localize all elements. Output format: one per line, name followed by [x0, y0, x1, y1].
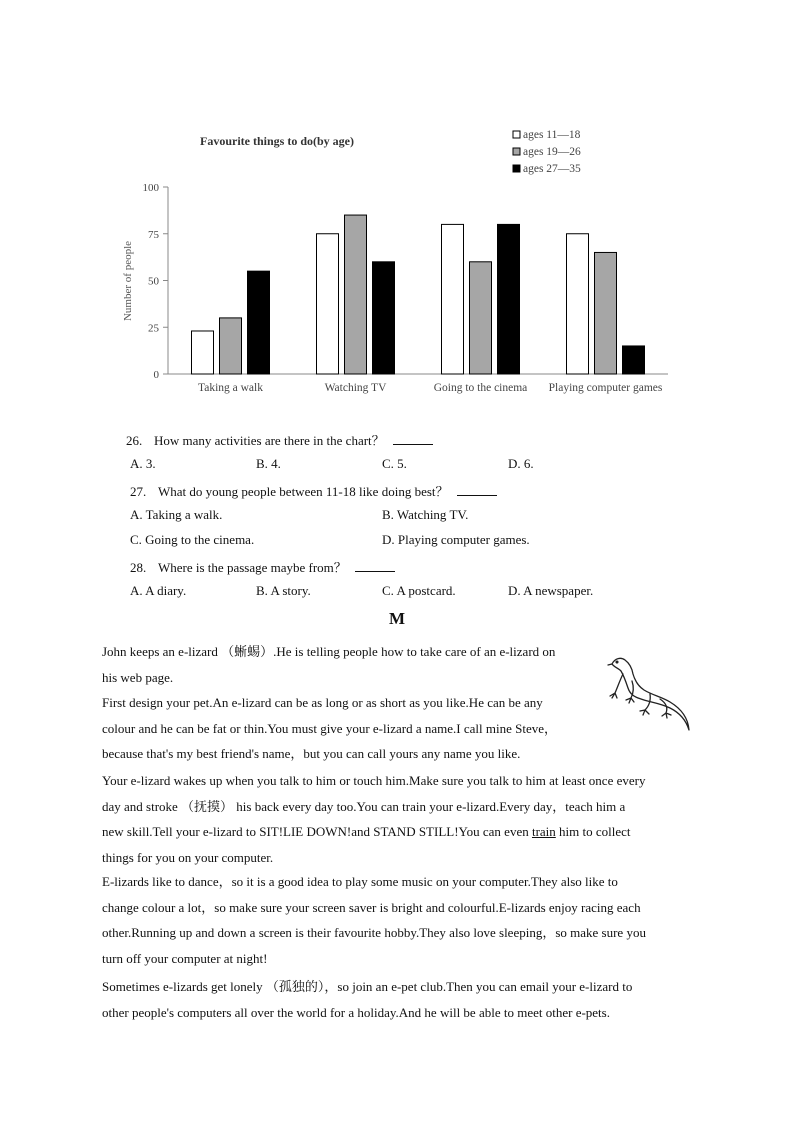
passage-line: things for you on your computer. — [102, 849, 274, 865]
legend-swatch — [513, 148, 520, 155]
option-b: B. A story. — [256, 583, 311, 598]
question-number: 26. — [126, 433, 143, 448]
bar — [345, 215, 367, 374]
passage-line: turn off your computer at night! — [102, 950, 268, 966]
passage-line: day and stroke （抚摸） his back every day too.You can train your e-lizard.Every day，teach him a — [102, 798, 626, 814]
lizard-illustration — [604, 650, 694, 736]
passage-line: change colour a lot，so make sure your screen saver is bright and colourful.E-lizards enjoy racing each — [102, 899, 641, 915]
y-tick-label: 25 — [148, 322, 159, 335]
passage-line: because that's my best friend's name，but you can call yours any name you like. — [102, 746, 521, 762]
option-a: A. 3. — [130, 456, 156, 471]
question-28 — [130, 557, 395, 576]
option-b: B. Watching TV. — [382, 507, 469, 522]
chart-bars — [192, 215, 645, 374]
option-a: A. Taking a walk. — [130, 507, 223, 522]
passage-paragraph-1 — [102, 639, 555, 690]
passage-line: other.Running up and down a screen is their favourite hobby.They also love sleeping，so make sure you — [102, 925, 646, 941]
option-c: C. A postcard. — [382, 583, 456, 598]
passage-paragraph-5 — [102, 974, 632, 1025]
bar — [567, 234, 589, 374]
passage-line: E-lizards like to dance，so it is a good idea to play some music on your computer.They also like to — [102, 874, 618, 889]
chart-title: Favourite things to do(by age) — [200, 134, 354, 148]
question-text: What do young people between 11-18 like doing best？ — [158, 484, 449, 499]
bar — [317, 234, 339, 374]
legend-label: ages 11—18 — [523, 129, 581, 141]
bar — [595, 252, 617, 374]
legend-label: ages 19—26 — [523, 146, 581, 158]
question-number: 28. — [130, 560, 147, 575]
option-d: D. A newspaper. — [508, 583, 594, 598]
passage-text: him to collect — [555, 824, 631, 840]
passage-paragraph-2 — [102, 690, 557, 767]
x-tick-label: Playing computer games — [548, 382, 663, 394]
legend-swatch — [513, 165, 520, 172]
question-26 — [126, 430, 433, 449]
question-27 — [130, 481, 497, 500]
answer-blank[interactable] — [355, 559, 395, 572]
option-c: C. 5. — [382, 456, 407, 471]
y-tick-label: 0 — [153, 369, 159, 381]
section-heading: M — [388, 609, 406, 628]
y-tick-label: 100 — [142, 182, 159, 194]
bar — [498, 224, 520, 374]
option-b: B. 4. — [256, 456, 281, 471]
bar — [470, 262, 492, 374]
passage-line: First design your pet.An e-lizard can be as long or as short as you like.He can be any — [102, 695, 543, 710]
passage-line: Sometimes e-lizards get lonely （孤独的），so join an e-pet club.Then you can email your e-lizard to — [102, 979, 633, 994]
bar — [248, 271, 270, 374]
answer-blank[interactable] — [457, 483, 497, 496]
passage-line: his web page. — [102, 669, 174, 685]
y-tick-label: 75 — [148, 228, 159, 241]
passage-text: new skill.Tell your e-lizard to SIT!LIE DOWN!and STAND STILL!You can even — [102, 824, 532, 840]
option-d: D. 6. — [508, 456, 534, 471]
legend-label: ages 27—35 — [523, 163, 581, 175]
passage-line: Your e-lizard wakes up when you talk to him or touch him.Make sure you talk to him at least once every — [102, 773, 646, 788]
x-tick-label: Watching TV — [324, 382, 387, 394]
passage-line: other people's computers all over the world for a holiday.And he will be able to meet other e-pets. — [102, 1004, 610, 1020]
option-a: A. A diary. — [130, 583, 187, 598]
chart-y-axis-label: Number of people — [122, 240, 134, 322]
bar — [220, 318, 242, 374]
favourite-things-chart — [110, 120, 690, 410]
bar — [623, 346, 645, 374]
bar — [192, 331, 214, 374]
question-number: 27. — [130, 484, 147, 499]
chart-x-tick-labels — [198, 382, 663, 394]
option-d: D. Playing computer games. — [382, 532, 530, 547]
underlined-word: train — [531, 824, 556, 840]
bar — [442, 224, 464, 374]
passage-line: colour and he can be fat or thin.You must give your e-lizard a name.I call mine Steve， — [102, 720, 557, 736]
answer-blank[interactable] — [393, 432, 433, 445]
passage-paragraph-3 — [102, 768, 645, 870]
question-text: Where is the passage maybe from？ — [158, 560, 347, 575]
bar — [373, 262, 395, 374]
legend-swatch — [513, 131, 520, 138]
x-tick-label: Going to the cinema — [433, 382, 528, 394]
question-text: How many activities are there in the chart？ — [154, 433, 385, 448]
passage-line — [102, 819, 645, 845]
y-tick-label: 50 — [148, 275, 159, 288]
x-tick-label: Taking a walk — [198, 382, 263, 394]
passage-paragraph-4 — [102, 869, 646, 971]
option-c: C. Going to the cinema. — [130, 532, 255, 547]
chart-legend — [513, 129, 581, 175]
passage-line: John keeps an e-lizard （蜥蜴）.He is telling people how to take care of an e-lizard on — [102, 644, 556, 659]
